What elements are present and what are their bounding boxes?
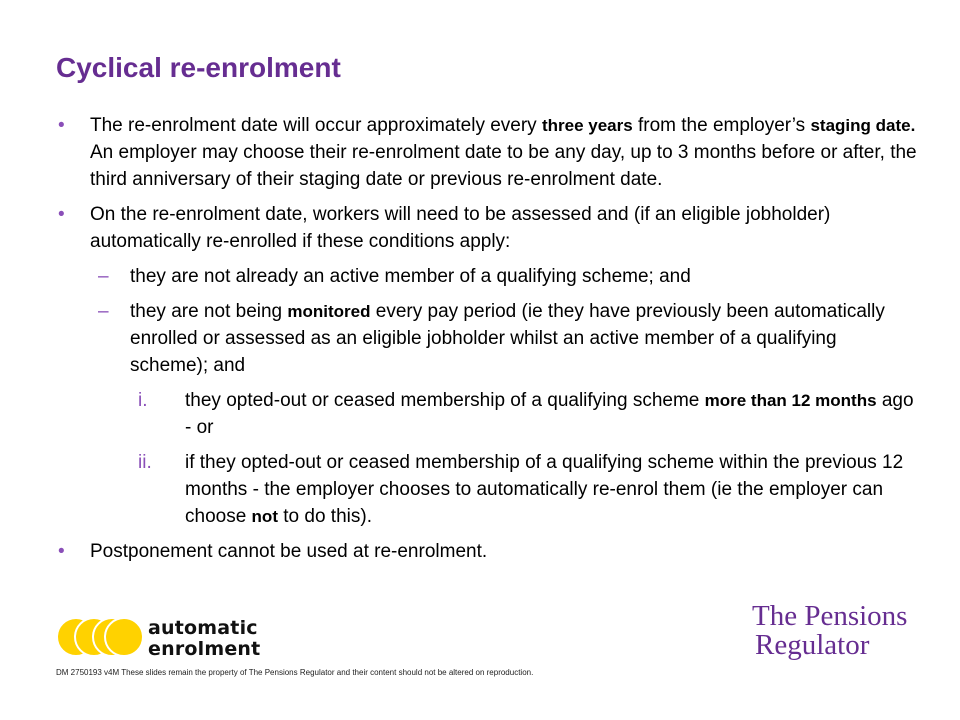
sub-bullet-item [58,263,918,290]
numbered-text: ago - or [185,390,914,438]
slide-title: Cyclical re-enrolment [56,52,341,83]
bullet-text: Postponement cannot be used at re-enrolment. [90,541,488,562]
sub-bullet-text: they are not already an active member of a qualifying scheme; and [130,266,691,287]
bullet-text: The re-enrolment date will occur approximately every [90,115,542,136]
pensions-regulator-logo [752,602,907,660]
bullet-item [58,201,918,255]
dash-marker: – [98,301,109,322]
sub-bullet-text: they are not being [130,301,288,322]
automatic-enrolment-logo [56,615,261,665]
emphasis-text: more than 12 months [704,391,877,410]
sub-bullet-text: every pay period (ie they have previously been automatically enrolled or assessed as an eligible jobholder whilst an active member of a qualifying scheme); and [130,301,885,376]
bullet-marker: • [58,115,65,136]
slide-body [58,112,925,573]
bullet-item [58,112,925,193]
logo-line-1: automatic [148,617,258,639]
regulator-logo-line-2: Regulator [755,629,870,661]
bullet-text: from the employer’s [632,115,811,136]
footer-disclaimer: DM 2750193 v4M These slides remain the property of The Pensions Regulator and their content should not be altered on reproduction. [56,668,534,677]
logo-line-2: enrolment [148,638,261,660]
numbered-item [58,449,918,530]
bullet-text: On the re-enrolment date, workers will need to be assessed and (if an eligible jobholder) automatically re-enrolled if these conditions apply: [90,204,831,252]
numbered-item [58,387,918,441]
bullet-text: An employer may choose their re-enrolment date to be any day, up to 3 months before or after, the third anniversary of their staging date or previous re-enrolment date. [90,115,925,190]
roman-numeral-marker: ii. [138,452,152,473]
emphasis-text: three years [541,116,633,135]
emphasis-text: monitored [287,302,371,321]
automatic-enrolment-wordmark [148,618,260,660]
dash-marker: – [98,266,109,287]
regulator-logo-line-1: The Pensions [752,600,908,632]
roman-numeral-marker: i. [138,390,148,411]
numbered-text: they opted-out or ceased membership of a qualifying scheme [185,390,705,411]
sub-bullet-item [58,298,918,379]
emphasis-text: staging date. [810,116,916,135]
bullet-marker: • [58,541,65,562]
emphasis-text: not [251,507,278,526]
numbered-text: if they opted-out or ceased membership of a qualifying scheme within the previous 12 months - the employer chooses to automatically re-enrol them (ie the employer can choose [185,452,904,527]
bullet-marker: • [58,204,65,225]
numbered-text: to do this). [277,506,372,527]
yellow-circles-icon [56,615,148,663]
bullet-item [58,538,918,565]
